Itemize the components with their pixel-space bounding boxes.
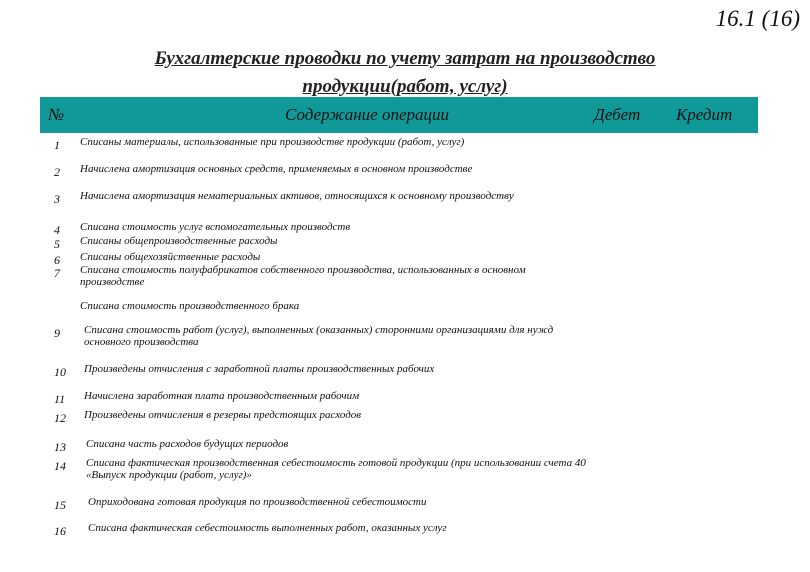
row-number: 1 [54, 138, 60, 152]
row-text: Произведены отчисления в резервы предстоящих расходов [84, 409, 362, 421]
header-content: Содержание операции [285, 105, 450, 124]
row-number: 6 [54, 253, 60, 267]
header-debit: Дебет [594, 105, 641, 124]
row-text: Списана стоимость полуфабрикатов собственного производства, использованных в основном производстве [80, 264, 526, 288]
row-number: 11 [54, 392, 66, 406]
row-number: 12 [54, 411, 66, 425]
row-text: Начислена амортизация основных средств, применяемых в основном производстве [80, 163, 473, 175]
row-number: 10 [54, 365, 66, 379]
row-text: Списана фактическая себестоимость выполненных работ, оказанных услуг [88, 522, 447, 534]
row-number: 15 [54, 498, 66, 512]
row-text: Начислена амортизация нематериальных активов, относящихся к основному производству [80, 190, 514, 202]
row-text: Списана стоимость производственного брака [80, 300, 300, 312]
row-text: Списаны материалы, использованные при производстве продукции (работ, услуг) [80, 136, 465, 148]
row-number: 16 [54, 524, 66, 538]
row-number: 13 [54, 440, 66, 454]
slide-number: 16.1 (16) [715, 6, 800, 31]
row-number: 2 [54, 165, 60, 179]
header-num: № [48, 105, 65, 124]
row-text: Начислена заработная плата производственным рабочим [84, 390, 360, 402]
row-text: Произведены отчисления с заработной платы производственных рабочих [84, 363, 435, 375]
row-number: 5 [54, 237, 60, 251]
header-credit: Кредит [676, 105, 733, 124]
row-number: 3 [54, 192, 60, 206]
row-number: 14 [54, 459, 66, 473]
row-text: Списаны общепроизводственные расходы [80, 235, 278, 247]
row-text: Списана фактическая производственная себестоимость готовой продукции (при использовании счета 40 «Выпуск продукции (работ, услуг)» [86, 457, 586, 481]
title-line-1: Бухгалтерские проводки по учету затрат на производство [154, 48, 656, 69]
row-number: 9 [54, 326, 60, 340]
row-text: Оприходована готовая продукция по производственной себестоимости [88, 496, 427, 508]
row-number: 4 [54, 223, 60, 237]
row-number: 7 [54, 266, 60, 280]
row-text: Списаны общехозяйственные расходы [80, 251, 261, 263]
row-text: Списана стоимость работ (услуг), выполненных (оказанных) сторонними организациями для нужд основного производства [84, 324, 554, 348]
title-line-2: продукции(работ, услуг) [302, 76, 508, 97]
row-text: Списана стоимость услуг вспомогательных производств [80, 221, 351, 233]
row-text: Списана часть расходов будущих периодов [86, 438, 289, 450]
